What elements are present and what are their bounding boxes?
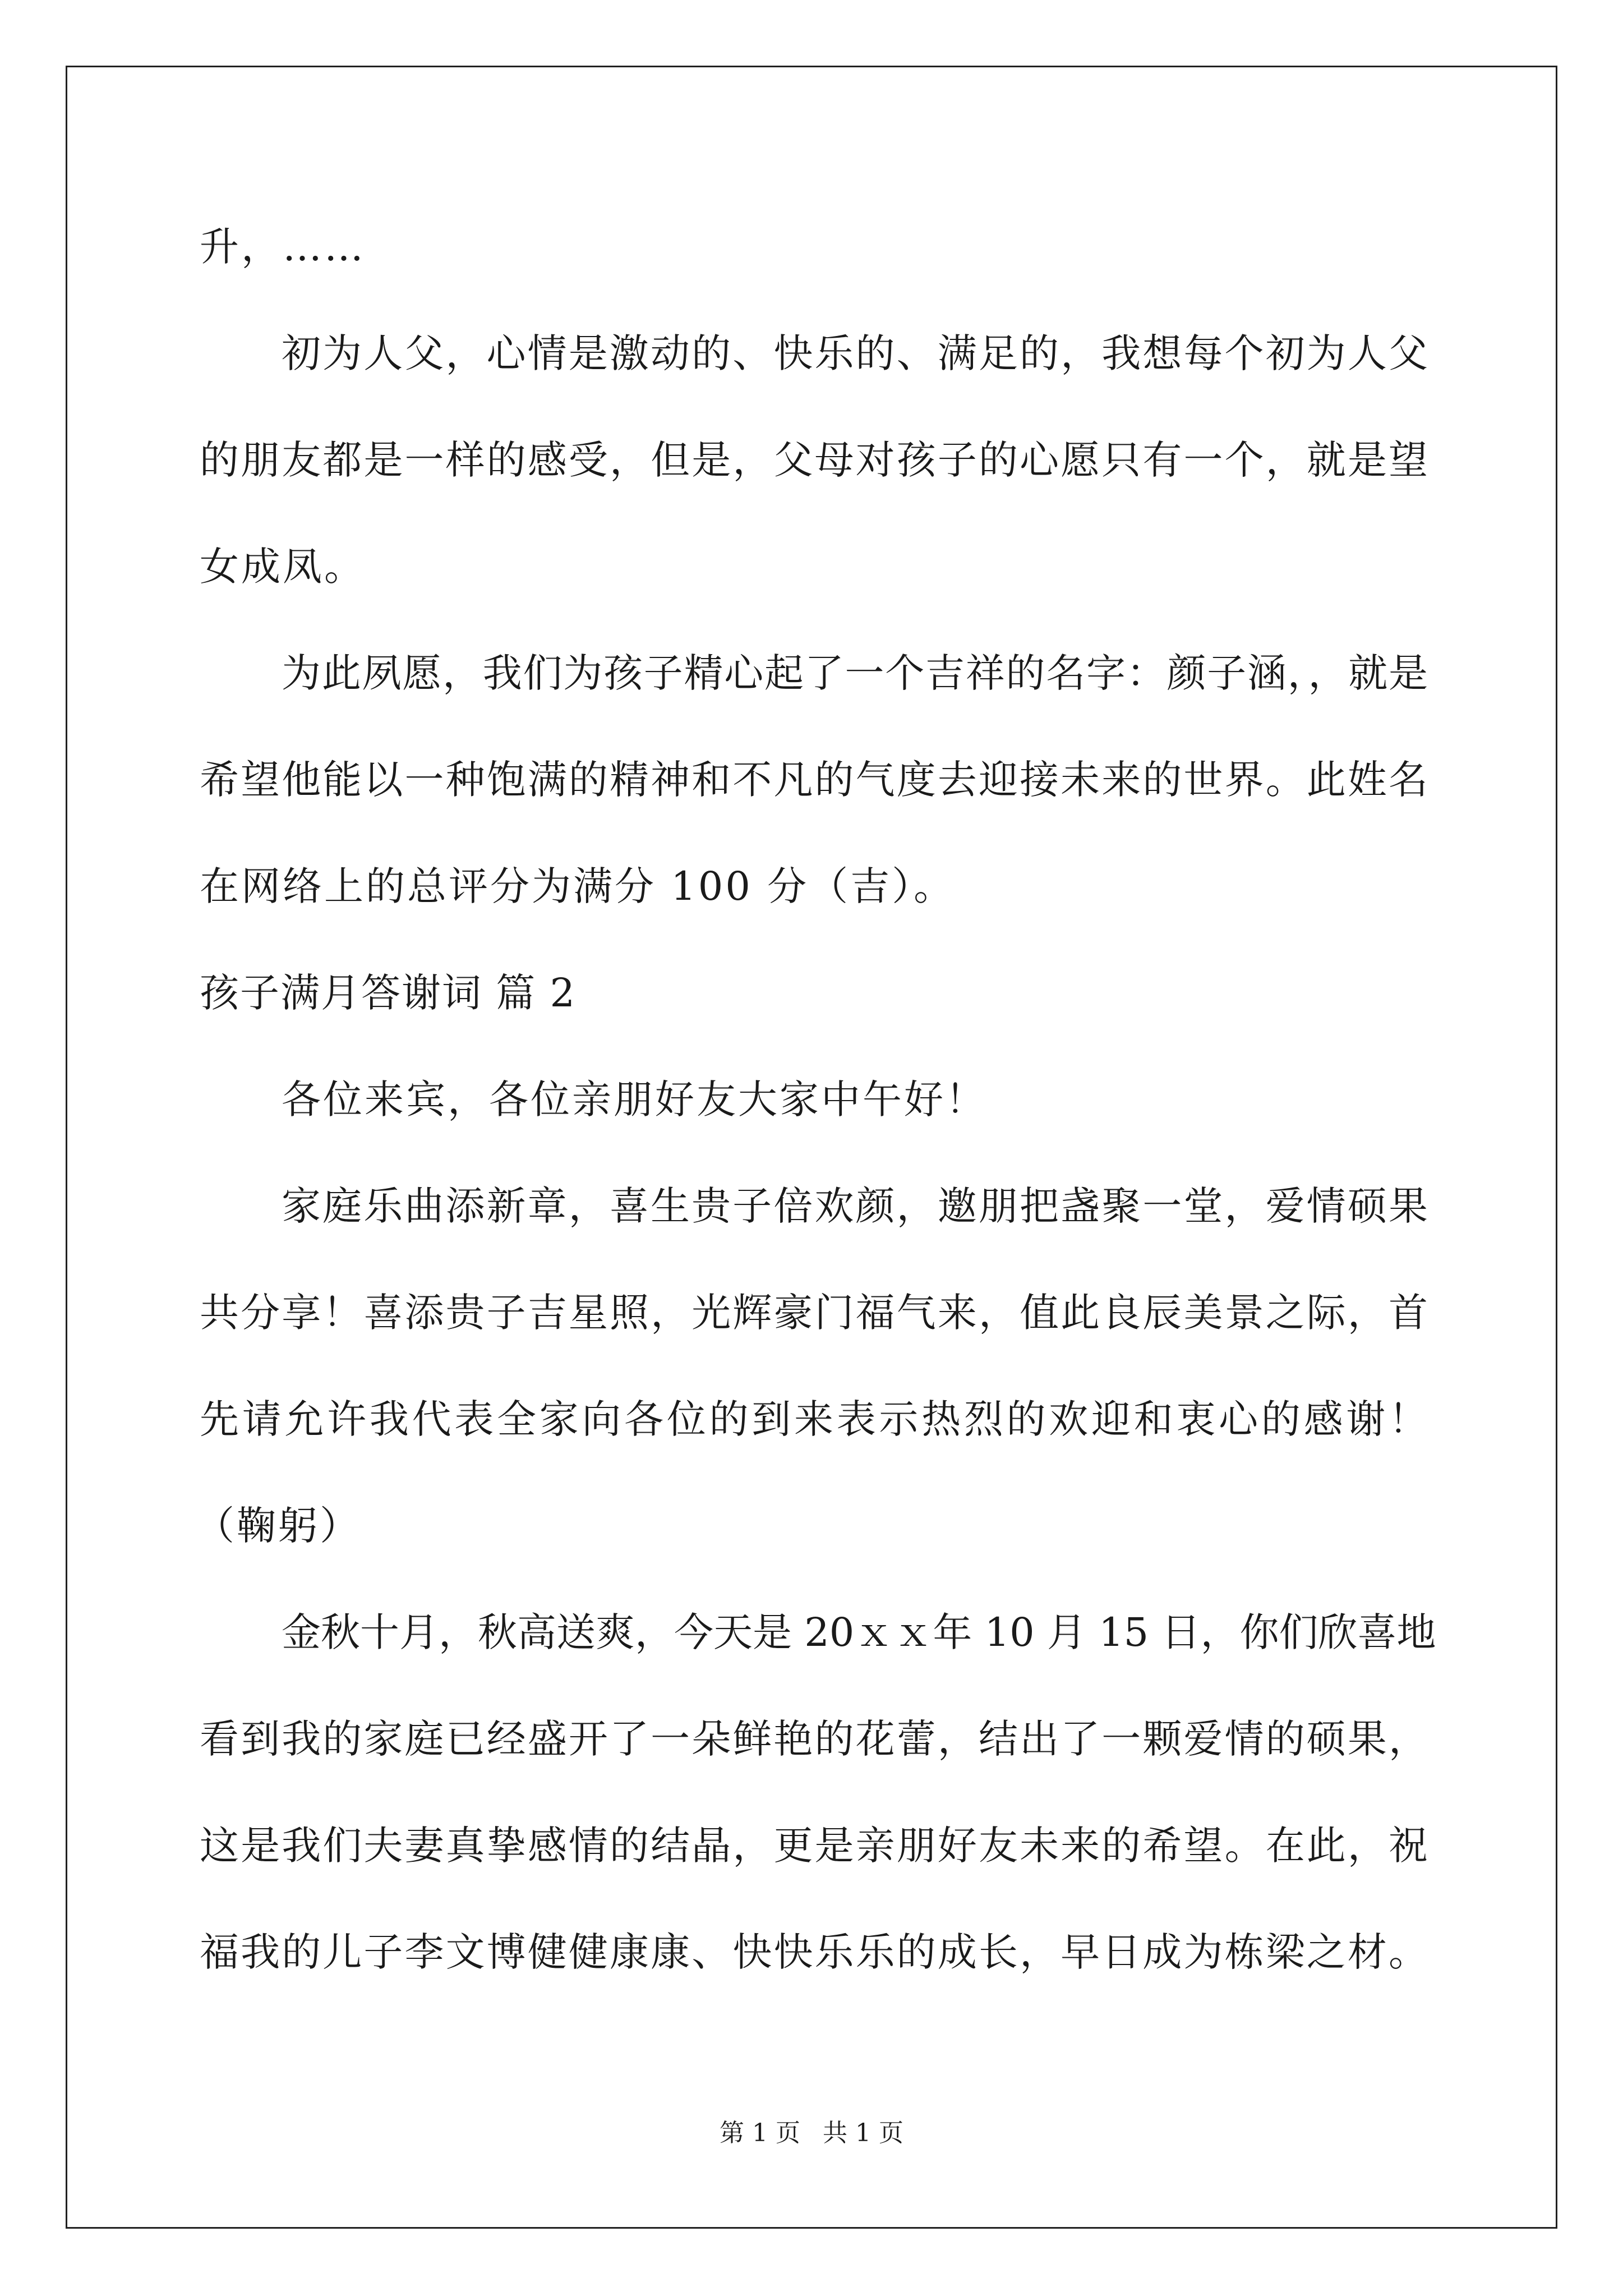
text-line: 在网络上的总评分为满分 100 分（吉）。 [200,863,956,909]
paragraph-first-line: 为此夙愿，我们为孩子精心起了一个吉祥的名字：颜子涵，，就是 [282,650,1428,696]
text-line: 希望他能以一种饱满的精神和不凡的气度去迎接未来的世界。此姓名 [200,757,1428,803]
paragraph-first-line: 初为人父，心情是激动的、快乐的、满足的，我想每个初为人父 [282,330,1428,376]
page-border [66,66,1557,2229]
text-line: 看到我的家庭已经盛开了一朵鲜艳的花蕾，结出了一颗爱情的硕果， [200,1716,1428,1762]
paragraph-first-line: 金秋十月，秋高送爽，今天是 20ｘｘ年 10 月 15 日，你们欣喜地 [282,1609,1436,1655]
paragraph-first-line: 各位来宾，各位亲朋好友大家中午好！ [282,1076,987,1122]
text-line: 先请允许我代表全家向各位的到来表示热烈的欢迎和衷心的感谢！ [200,1396,1428,1442]
page-number: 第 1 页 [720,2119,800,2147]
text-line: 的朋友都是一样的感受，但是，父母对孩子的心愿只有一个，就是望 [200,437,1428,483]
text-line: 福我的儿子李文博健健康康、快快乐乐的成长，早日成为栋梁之材。 [200,1929,1428,1975]
section-heading: 孩子满月答谢词 篇 2 [200,970,577,1016]
page-total: 共 1 页 [823,2119,903,2147]
text-line: 共分享！喜添贵子吉星照，光辉豪门福气来，值此良辰美景之际，首 [200,1290,1428,1336]
text-line: 这是我们夫妻真挚感情的结晶，更是亲朋好友未来的希望。在此，祝 [200,1823,1428,1869]
text-line: 女成凤。 [200,544,366,590]
text-line: 升，…… [200,224,366,270]
page-footer [0,2116,1623,2150]
paragraph-first-line: 家庭乐曲添新章，喜生贵子倍欢颜，邀朋把盏聚一堂，爱情硕果 [282,1183,1428,1229]
text-line: （鞠躬） [195,1503,361,1549]
